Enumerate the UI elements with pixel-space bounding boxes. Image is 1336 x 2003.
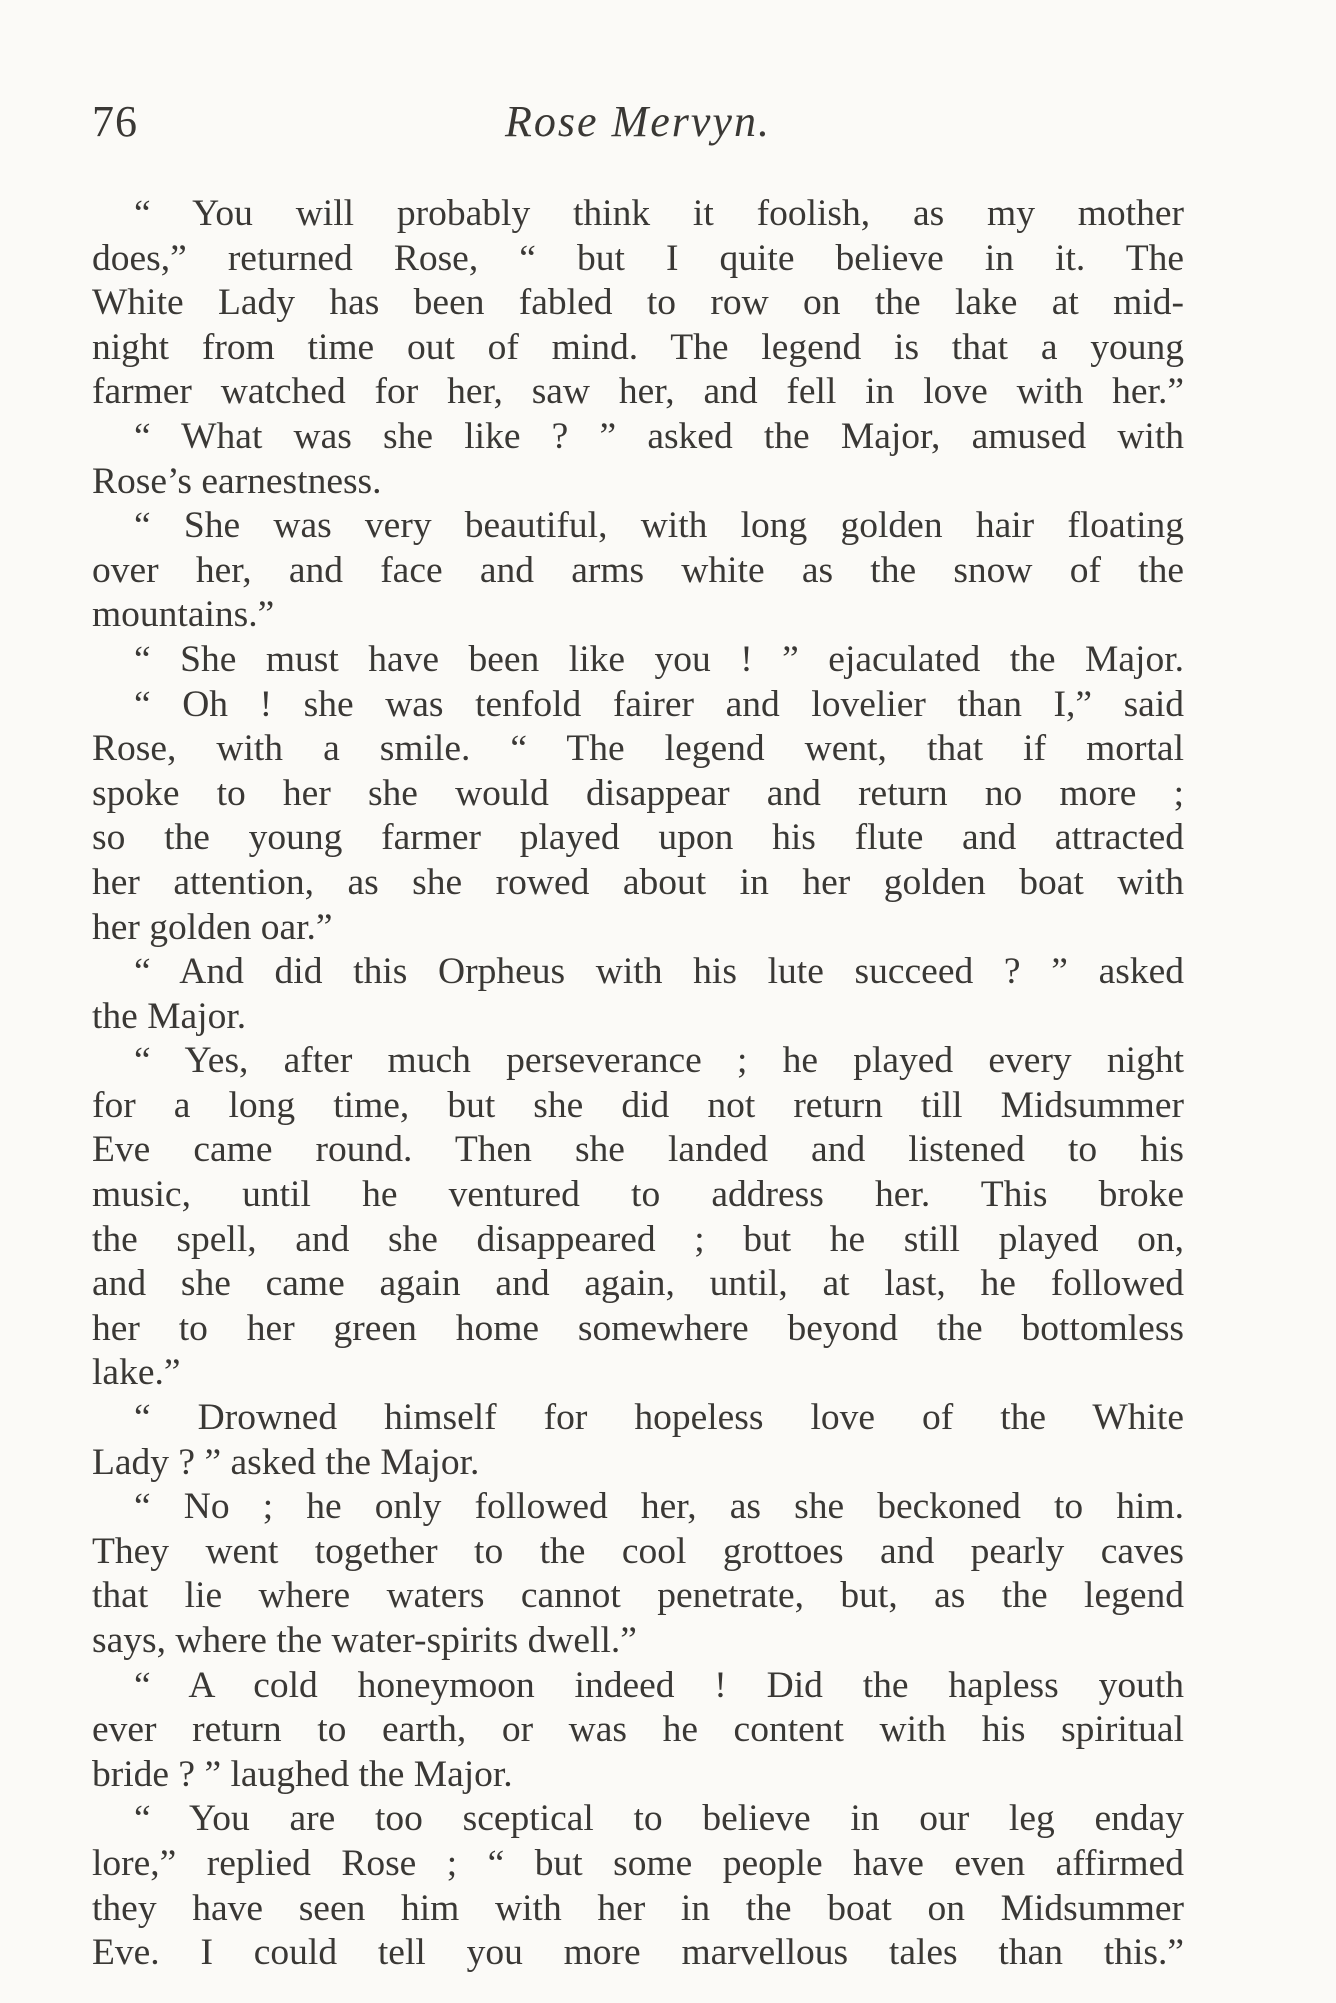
text-line: music, until he ventured to address her. This broke xyxy=(92,1174,1184,1216)
text-line: farmer watched for her, saw her, and fell in love with her.” xyxy=(92,371,1184,413)
text-line: ever return to earth, or was he content with his spiritual xyxy=(92,1709,1184,1751)
text-line: and she came again and again, until, at last, he followed xyxy=(92,1263,1184,1305)
text-line: bride ? ” laughed the Major. xyxy=(92,1753,513,1795)
text-line: spoke to her she would disappear and return no more ; xyxy=(92,772,1184,814)
text-line: lore,” replied Rose ; “ but some people have even affirmed xyxy=(92,1842,1184,1884)
text-line: “ She was very beautiful, with long golden hair floating xyxy=(134,505,1184,547)
text-line: over her, and face and arms white as the snow of the xyxy=(92,549,1184,591)
text-line: They went together to the cool grottoes and pearly caves xyxy=(92,1530,1184,1572)
text-line: mountains.” xyxy=(92,594,275,636)
text-line: “ No ; he only followed her, as she beckoned to him. xyxy=(134,1486,1184,1528)
text-line: “ And did this Orpheus with his lute succeed ? ” asked xyxy=(134,951,1184,993)
text-line: “ What was she like ? ” asked the Major, amused with xyxy=(134,415,1184,457)
text-line: they have seen him with her in the boat on Midsummer xyxy=(92,1887,1184,1929)
text-line: her attention, as she rowed about in her golden boat with xyxy=(92,861,1184,903)
text-line: Rose’s earnestness. xyxy=(92,460,382,502)
page-number: 76 xyxy=(92,97,138,146)
text-line: “ You are too sceptical to believe in our leg enday xyxy=(134,1798,1184,1840)
text-line: “ You will probably think it foolish, as my mother xyxy=(134,193,1184,234)
text-line: the Major. xyxy=(92,995,247,1037)
text-line: the spell, and she disappeared ; but he still played on, xyxy=(92,1218,1184,1260)
text-line: her to her green home somewhere beyond the bottomless xyxy=(92,1307,1184,1349)
text-line: her golden oar.” xyxy=(92,906,333,948)
text-line: Eve. I could tell you more marvellous tales than this.” xyxy=(92,1932,1184,1974)
text-line: says, where the water-spirits dwell.” xyxy=(92,1620,637,1661)
text-line: Rose, with a smile. “ The legend went, that if mortal xyxy=(92,728,1184,770)
text-line: “ Drowned himself for hopeless love of the White xyxy=(134,1397,1184,1439)
text-line: “ A cold honeymoon indeed ! Did the hapless youth xyxy=(134,1664,1184,1706)
text-line: does,” returned Rose, “ but I quite believe in it. The xyxy=(92,237,1184,279)
text-line: Lady ? ” asked the Major. xyxy=(92,1441,480,1483)
running-title: Rose Mervyn. xyxy=(505,97,771,146)
text-line: “ Yes, after much perseverance ; he played every night xyxy=(134,1040,1184,1082)
text-line: so the young farmer played upon his flute and attracted xyxy=(92,817,1184,859)
page-header xyxy=(92,92,1184,152)
text-line: that lie where waters cannot penetrate, but, as the legend xyxy=(92,1575,1184,1617)
text-line: lake.” xyxy=(92,1352,181,1394)
text-line: night from time out of mind. The legend is that a young xyxy=(92,326,1184,368)
text-line: Eve came round. Then she landed and listened to his xyxy=(92,1129,1184,1171)
body-text xyxy=(92,192,1184,1976)
text-line: “ She must have been like you ! ” ejaculated the Major. xyxy=(134,638,1184,680)
text-line: White Lady has been fabled to row on the lake at mid- xyxy=(92,282,1184,324)
text-line: for a long time, but she did not return till Midsummer xyxy=(92,1084,1184,1126)
text-line: “ Oh ! she was tenfold fairer and lovelier than I,” said xyxy=(134,683,1184,725)
